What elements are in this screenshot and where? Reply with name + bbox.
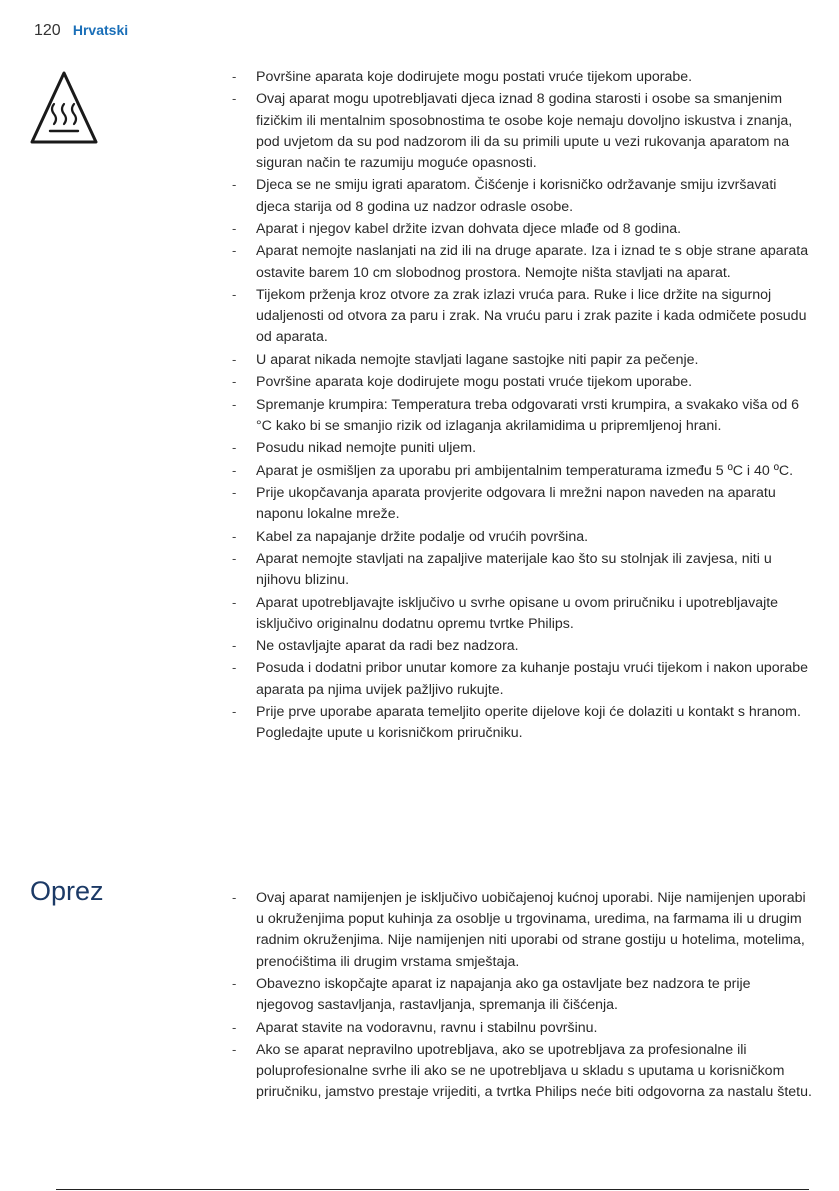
list-item: - Aparat i njegov kabel držite izvan dohvata djece mlađe od 8 godina. [232,219,812,240]
list-item: - Aparat je osmišljen za uporabu pri ambijentalnim temperaturama između 5 ºC i 40 ºC. [232,461,812,482]
list-item: - Ne ostavljajte aparat da radi bez nadzora. [232,636,812,657]
warnings-list [232,67,812,746]
hot-surface-warning-icon [30,70,98,146]
language-label: Hrvatski [72,22,129,38]
list-item: - U aparat nikada nemojte stavljati lagane sastojke niti papir za pečenje. [232,350,812,371]
list-item: - Aparat nemojte naslanjati na zid ili na druge aparate. Iza i iznad te s obje strane aparata ostavite barem 10 cm slobodnog prostora. Nemojte ništa stavljati na aparat. [232,241,812,283]
list-item: - Površine aparata koje dodirujete mogu postati vruće tijekom uporabe. [232,372,812,393]
section-title-caution: Oprez [30,876,104,907]
list-item: - Aparat stavite na vodoravnu, ravnu i stabilnu površinu. [232,1018,812,1039]
list-item: - Prije prve uporabe aparata temeljito operite dijelove koji će dolaziti u kontakt s hranom. Pogledajte upute u korisničkom priručniku. [232,702,812,744]
list-item: - Tijekom prženja kroz otvore za zrak izlazi vruća para. Ruke i lice držite na sigurnoj udaljenosti od otvora za paru i zrak. Na vruću paru i zrak pazite i kada odmičete posudu od aparata. [232,285,812,349]
list-item: - Aparat upotrebljavajte isključivo u svrhe opisane u ovom priručniku i upotrebljavajte isključivo originalnu dodatnu opremu tvrtke Philips. [232,593,812,635]
list-item: - Djeca se ne smiju igrati aparatom. Čišćenje i korisničko održavanje smiju izvršavati djeca starija od 8 godina uz nadzor odrasle osobe. [232,175,812,217]
list-item: - Posuda i dodatni pribor unutar komore za kuhanje postaju vrući tijekom i nakon uporabe aparata pa njima uvijek pažljivo rukujte. [232,658,812,700]
page-header [34,20,128,41]
list-item: - Aparat nemojte stavljati na zapaljive materijale kao što su stolnjak ili zavjesa, niti u njihovu blizinu. [232,549,812,591]
list-item: - Površine aparata koje dodirujete mogu postati vruće tijekom uporabe. [232,67,812,88]
page-number: 120 [34,22,61,39]
list-item: - Ovaj aparat mogu upotrebljavati djeca iznad 8 godina starosti i osobe sa smanjenim fizičkim ili mentalnim sposobnostima te osobe koje nemaju dovoljno iskustva i znanja, pod uvjetom da su pod nadzorom ili da su primili upute u vezi rukovanja aparatom na siguran način te razumiju moguće opasnosti. [232,89,812,174]
list-item: - Prije ukopčavanja aparata provjerite odgovara li mrežni napon naveden na aparatu naponu lokalne mreže. [232,483,812,525]
footer-divider [56,1189,809,1190]
list-item: - Ako se aparat nepravilno upotrebljava, ako se upotrebljava za profesionalne ili poluprofesionalne svrhe ili ako se ne upotrebljava u skladu s uputama u korisničkom priručniku, jamstvo prestaje vrijediti, a tvrtka Philips neće biti odgovorna za nastalu štetu. [232,1040,812,1104]
list-item: - Kabel za napajanje držite podalje od vrućih površina. [232,527,812,548]
list-item: - Obavezno iskopčajte aparat iz napajanja ako ga ostavljate bez nadzora te prije njegovog sastavljanja, rastavljanja, spremanja ili čišćenja. [232,974,812,1016]
list-item: - Ovaj aparat namijenjen je isključivo uobičajenoj kućnoj uporabi. Nije namijenjen uporabi u okruženjima poput kuhinja za osoblje u trgovinama, uredima, na farmama ili u drugim radnim okruženjima. Nije namijenjen niti uporabi od strane gostiju u hotelima, motelima, prenoćištima ili drugim vrstama smještaja. [232,888,812,973]
list-item: - Spremanje krumpira: Temperatura treba odgovarati vrsti krumpira, a svakako viša od 6 °C kako bi se smanjio rizik od izlaganja akrilamidima u pripremljenoj hrani. [232,395,812,437]
list-item: - Posudu nikad nemojte puniti uljem. [232,438,812,459]
caution-list [232,888,812,1105]
